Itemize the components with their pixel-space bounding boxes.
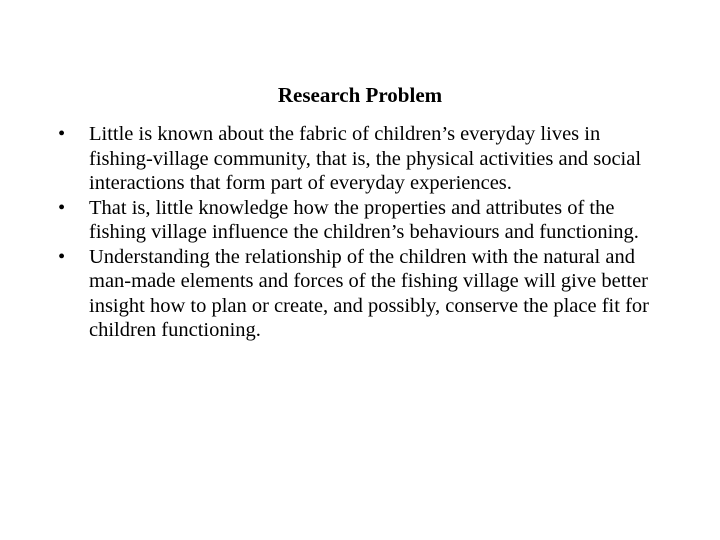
- bullet-marker-icon: •: [58, 196, 66, 219]
- bullet-marker-icon: •: [58, 123, 66, 145]
- bullet-marker-icon: •: [58, 245, 66, 268]
- bullet-text: That is, little knowledge how the properties and attributes of the fishing village influence the children’s behaviours and functioning.: [89, 196, 639, 243]
- bullet-text: Little is known about the fabric of children’s everyday lives in fishing-village community, that is, the physical activities and social interactions that form part of everyday experiences.: [89, 123, 642, 194]
- slide-title: Research Problem: [277, 83, 443, 107]
- bullet-text: Understanding the relationship of the children with the natural and man-made elements and forces of the fishing village will give better insight how to plan or create, and possibly, conserve the place fit for children functioning.: [89, 245, 649, 341]
- bullet-item: [58, 245, 658, 343]
- bullet-item: [58, 122, 658, 196]
- bullet-list: [58, 122, 658, 343]
- bullet-item: [58, 196, 658, 245]
